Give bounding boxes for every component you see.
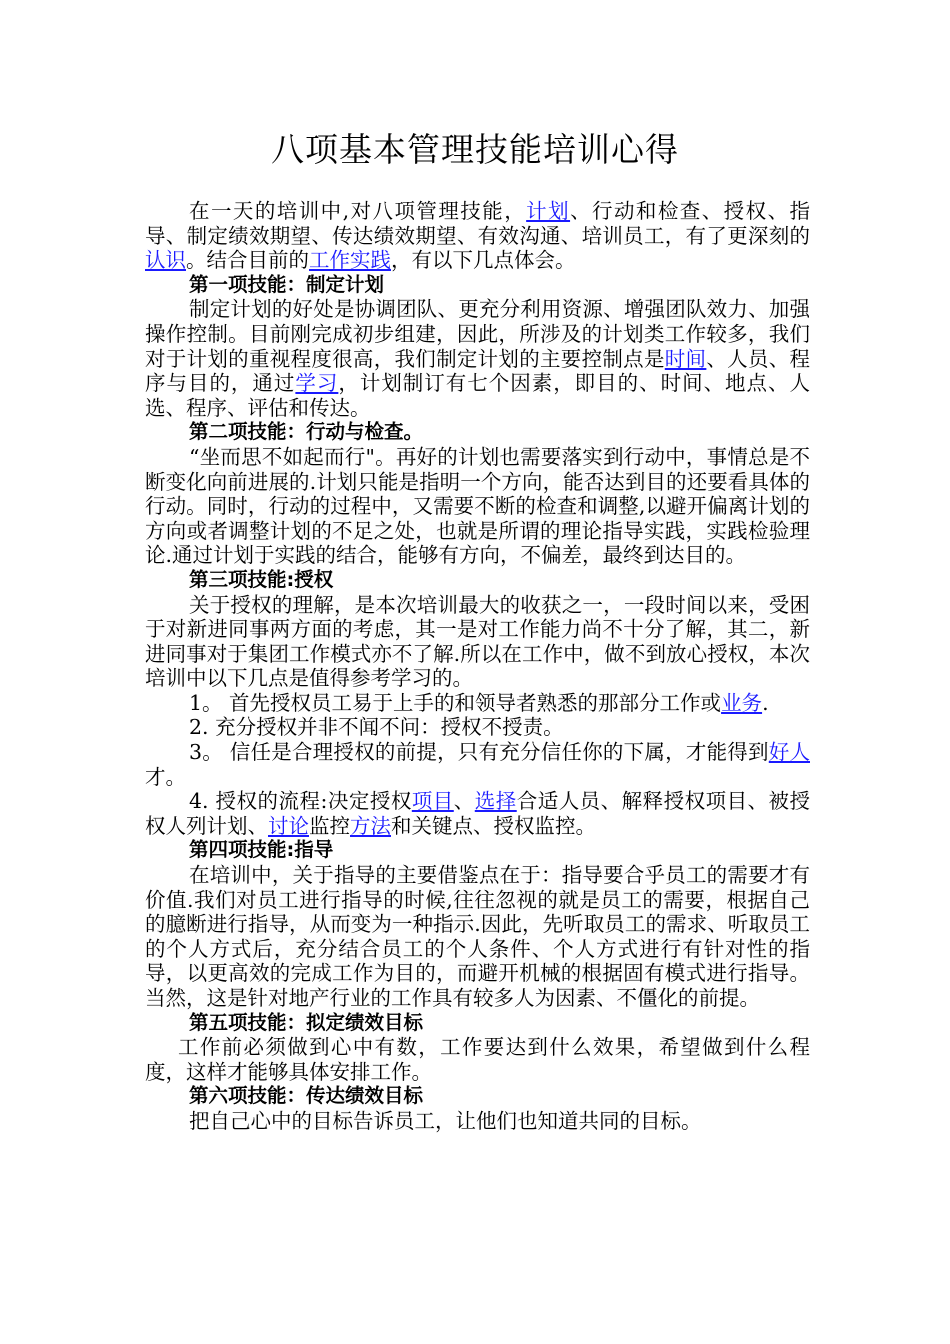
link-business[interactable]: 业务 <box>721 690 763 715</box>
intro-text: 。结合目前的 <box>186 248 309 273</box>
section-paragraph-5: 工作前必须做到心中有数，工作要达到什么效果，希望做到什么程度，这样才能够具体安排工作。 <box>145 1035 810 1084</box>
section-heading-2: 第二项技能：行动与检查。 <box>189 420 424 444</box>
section-heading-6: 第六项技能：传达绩效目标 <box>189 1084 424 1108</box>
list-text: 和关键点、授权监控。 <box>391 813 596 838</box>
link-project[interactable]: 项目 <box>411 789 454 814</box>
intro-paragraph <box>145 199 810 273</box>
list-text: 监控 <box>309 813 350 838</box>
section-paragraph-6: 把自己心中的目标告诉员工，让他们也知道共同的目标。 <box>189 1108 702 1133</box>
list-item-2: 2. 充分授权并非不闻不问：授权不授责。 <box>189 715 564 740</box>
intro-text: ，有以下几点体会。 <box>391 248 576 273</box>
list-text: 4. 授权的流程:决定授权 <box>189 789 412 814</box>
section-text: 制定计划的好处是协调团队、更充分利用资源、增强团队效力、加强操作控制。目前刚完成初步组建，因此，所涉及的计划类工作较多，我们对于计划的重视程度很高，我们制定计划的主要控制点是 <box>145 297 810 371</box>
section-heading-3: 第三项技能:授权 <box>189 567 334 591</box>
list-item-4 <box>145 789 810 838</box>
link-discuss[interactable]: 讨论 <box>268 813 309 838</box>
link-plan[interactable]: 计划 <box>526 199 571 223</box>
link-learning[interactable]: 学习 <box>295 371 339 396</box>
list-item-1 <box>145 691 810 716</box>
section-paragraph-3: 关于授权的理解，是本次培训最大的收获之一，一段时间以来，受困于对新进同事两方面的考虑，其一是对工作能力尚不十分了解，其二，新进同事对于集团工作模式亦不了解.所以在工作中，做不到放心授权，本次培训中以下几点是值得参考学习的。 <box>145 592 810 691</box>
link-work-practice[interactable]: 工作实践 <box>309 248 391 273</box>
document-body <box>145 199 810 1134</box>
link-select[interactable]: 选择 <box>474 789 517 814</box>
link-method[interactable]: 方法 <box>350 813 391 838</box>
section-heading-4: 第四项技能:指导 <box>189 838 334 862</box>
section-heading-1: 第一项技能：制定计划 <box>189 272 385 296</box>
list-item-3 <box>145 740 810 789</box>
list-text: 3。 信任是合理授权的前提，只有充分信任你的下属，才能得到 <box>189 740 769 765</box>
section-text: 、人员、程序与目的，通过 <box>145 346 811 396</box>
intro-text: 在一天的培训中,对八项管理技能， <box>189 199 527 223</box>
link-time[interactable]: 时间 <box>664 346 707 371</box>
list-text: 才。 <box>145 764 186 789</box>
section-heading-5: 第五项技能：拟定绩效目标 <box>189 1010 424 1034</box>
list-text: 、 <box>453 789 475 814</box>
section-paragraph-1 <box>145 297 810 420</box>
section-paragraph-2: “坐而思不如起而行"。再好的计划也需要落实到行动中，事情总是不断变化向前进展的.计划只能是指明一个方向，能否达到目的还要看具体的行动。同时，行动的过程中，又需要不断的检查和调整,以避开偏离计划的方向或者调整计划的不足之处，也就是所谓的理论指导实践，实践检验理论.通过计划于实践的结合，能够有方向，不偏差，最终到达目的。 <box>145 444 810 568</box>
document-title: 八项基本管理技能培训心得 <box>271 130 679 169</box>
link-good-people[interactable]: 好人 <box>768 740 810 765</box>
link-understanding[interactable]: 认识 <box>145 248 186 273</box>
intro-text: 、行动和检查、授权、指导、制定绩效期望、传达绩效期望、有效沟通、培训员工，有了更深刻的 <box>145 199 811 248</box>
list-text: 合适人员、解释授权项目、被授权人列计划、 <box>145 789 811 838</box>
section-paragraph-4: 在培训中，关于指导的主要借鉴点在于：指导要合乎员工的需要才有价值.我们对员工进行指导的时候,往往忽视的就是员工的需要，根据自己的臆断进行指导，从而变为一种指示.因此，先听取员工的需求、听取员工的个人方式后，充分结合员工的个人条件、个人方式进行有针对性的指导，以更高效的完成工作为目的，而避开机械的根据固有模式进行指导。当然，这是针对地产行业的工作具有较多人为因素、不僵化的前提。 <box>145 863 810 1010</box>
list-text: . <box>762 690 769 715</box>
section-text: ，计划制订有七个因素，即目的、时间、地点、人选、程序、评估和传达。 <box>145 371 811 420</box>
list-text: 1。 首先授权员工易于上手的和领导者熟悉的那部分工作或 <box>189 690 722 715</box>
